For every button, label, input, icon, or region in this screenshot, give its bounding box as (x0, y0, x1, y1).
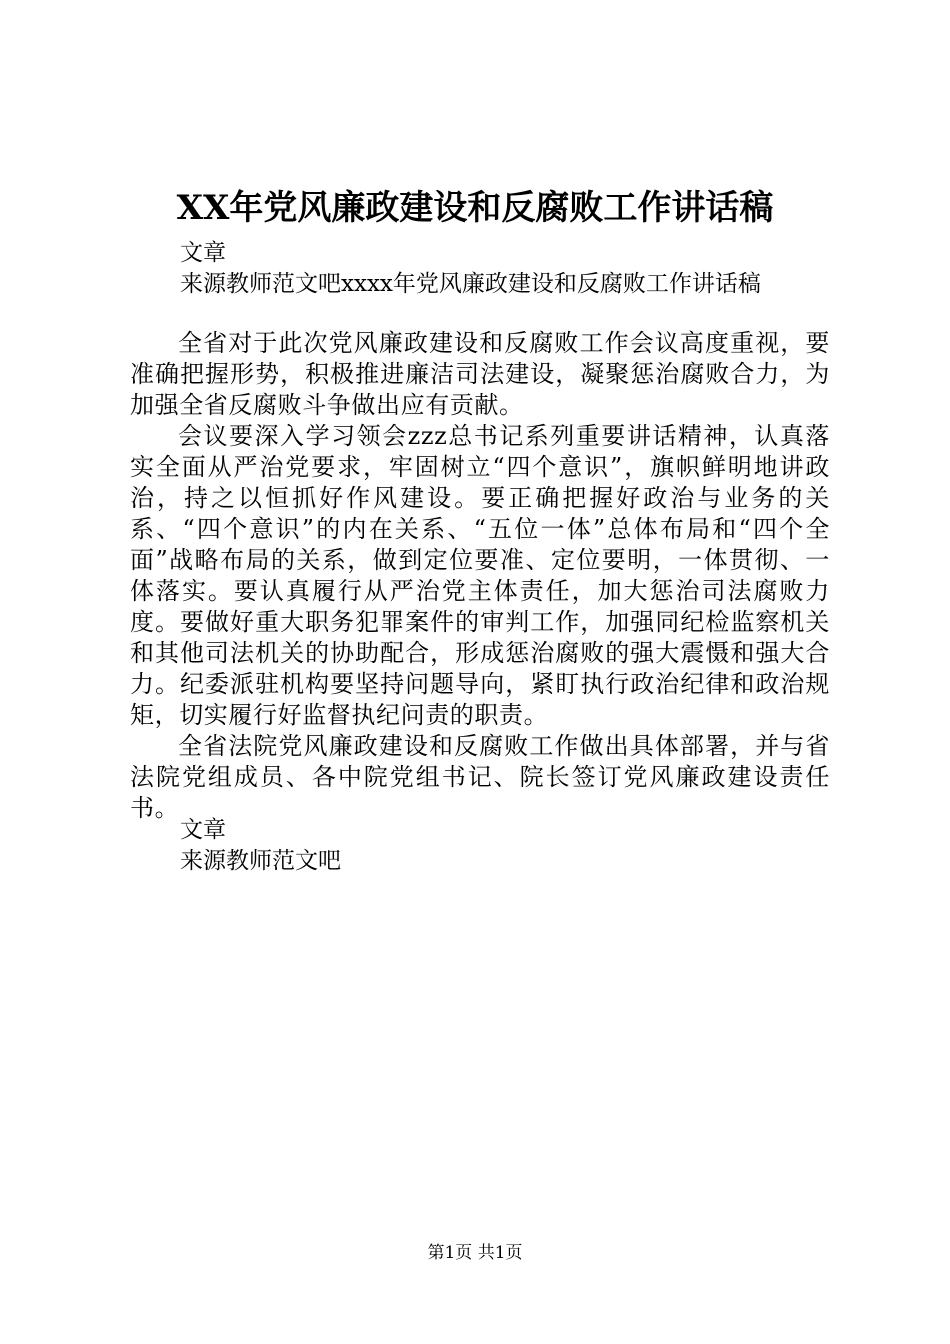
footer-source: 来源教师范文吧 (180, 848, 341, 874)
header-label: 文章 (180, 240, 226, 266)
page-number: 第1页 共1页 (427, 1243, 523, 1263)
footer-label: 文章 (180, 817, 226, 843)
document-body (130, 328, 830, 824)
paragraph: 会议要深入学习领会zzz总书记系列重要讲话精神，认真落实全面从严治党要求，牢固树立“四个意识”，旗帜鲜明地讲政治，持之以恒抓好作风建设。要正确把握好政治与业务的关系、“四个意识”的内在关系、“五位一体”总体布局和“四个全面”战略布局的关系，做到定位要准、定位要明，一体贯彻、一体落实。要认真履行从严治党主体责任，加大惩治司法腐败力度。要做好重大职务犯罪案件的审判工作，加强同纪检监察机关和其他司法机关的协助配合，形成惩治腐败的强大震慑和强大合力。纪委派驻机构要坚持问题导向，紧盯执行政治纪律和政治规矩，切实履行好监督执纪问责的职责。 (130, 422, 830, 729)
header-source: 来源教师范文吧xxxx年党风廉政建设和反腐败工作讲话稿 (180, 271, 761, 297)
paragraph: 全省对于此次党风廉政建设和反腐败工作会议高度重视，要准确把握形势，积极推进廉洁司法建设，凝聚惩治腐败合力，为加强全省反腐败斗争做出应有贡献。 (130, 329, 830, 419)
document-title: XX年党风廉政建设和反腐败工作讲话稿 (176, 188, 774, 228)
paragraph: 全省法院党风廉政建设和反腐败工作做出具体部署，并与省法院党组成员、各中院党组书记、院长签订党风廉政建设责任书。 (130, 732, 830, 822)
